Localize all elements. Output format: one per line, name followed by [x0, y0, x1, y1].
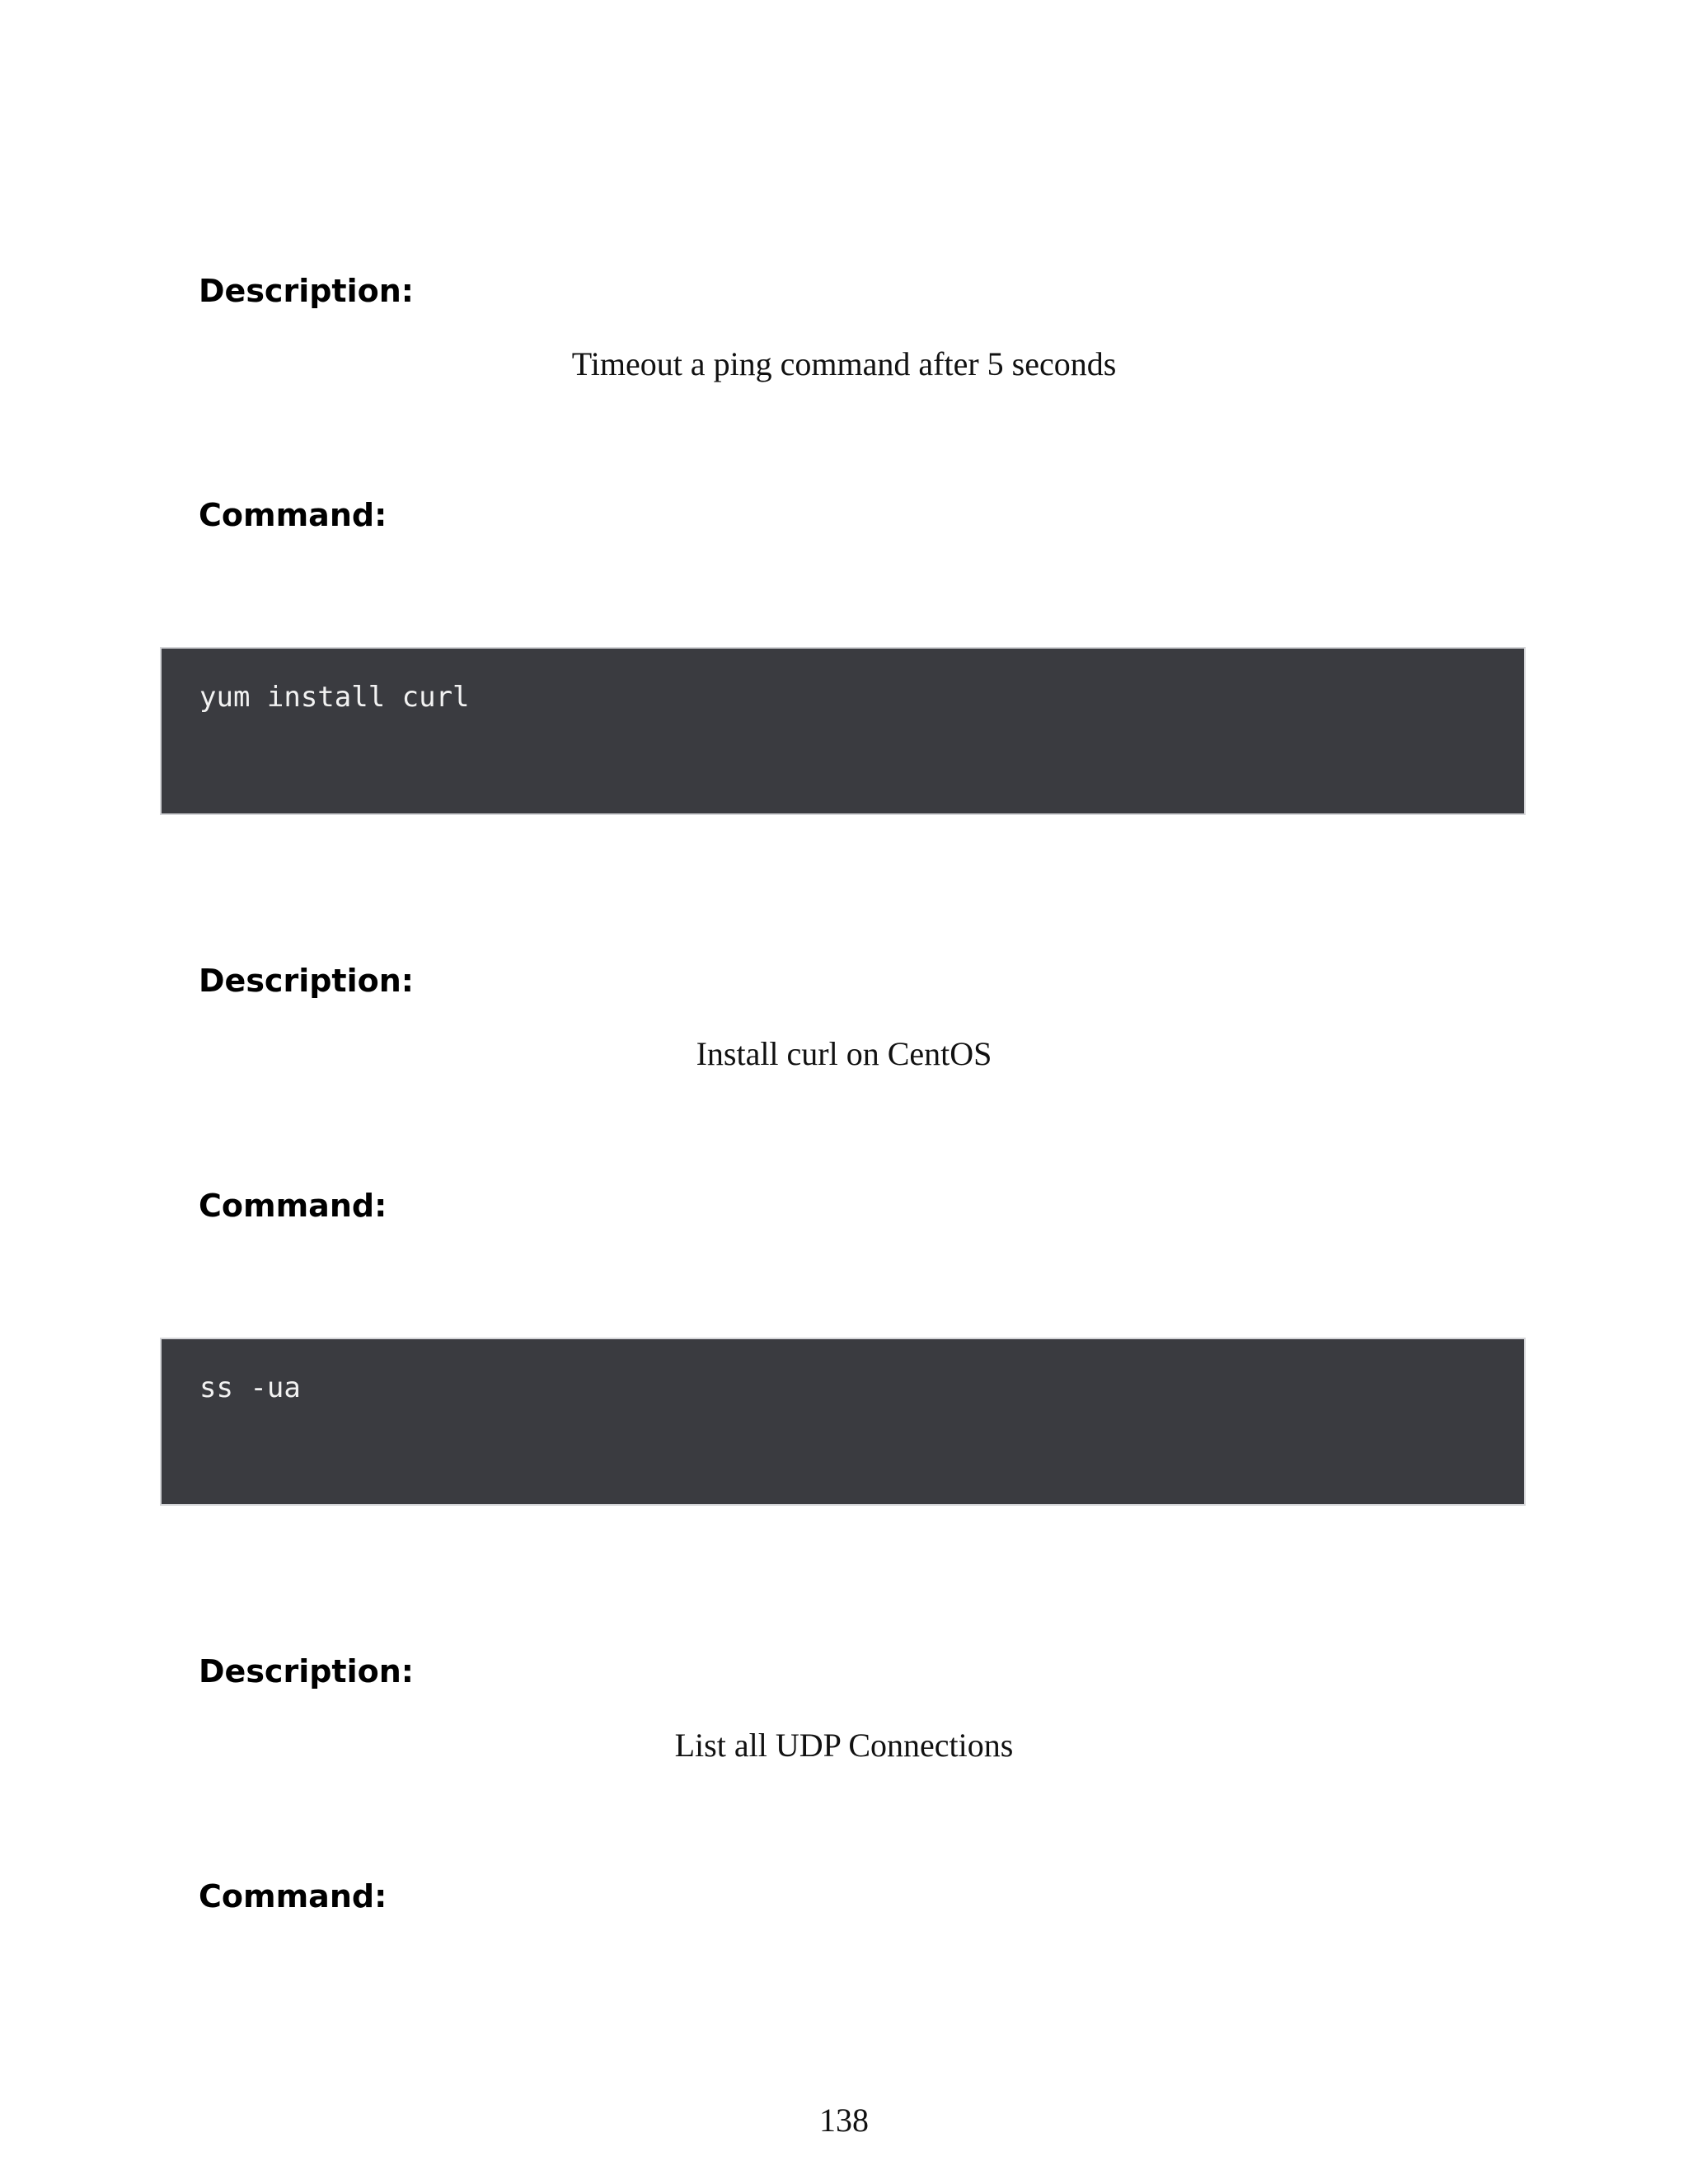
description-label: Description: [199, 273, 414, 309]
command-text: yum install curl [199, 681, 470, 714]
description-text: List all UDP Connections [674, 1727, 1014, 1764]
code-block [160, 1338, 1526, 1506]
code-block [160, 647, 1526, 815]
description-text: Timeout a ping command after 5 seconds [571, 345, 1117, 382]
command-label: Command: [199, 497, 387, 533]
command-text: ss -ua [199, 1371, 301, 1404]
command-label: Command: [199, 1188, 387, 1224]
command-label: Command: [199, 1878, 387, 1915]
description-label: Description: [199, 1653, 414, 1690]
description-text: Install curl on CentOS [696, 1035, 992, 1072]
description-label: Description: [199, 963, 414, 999]
page-number: 138 [819, 2102, 869, 2139]
